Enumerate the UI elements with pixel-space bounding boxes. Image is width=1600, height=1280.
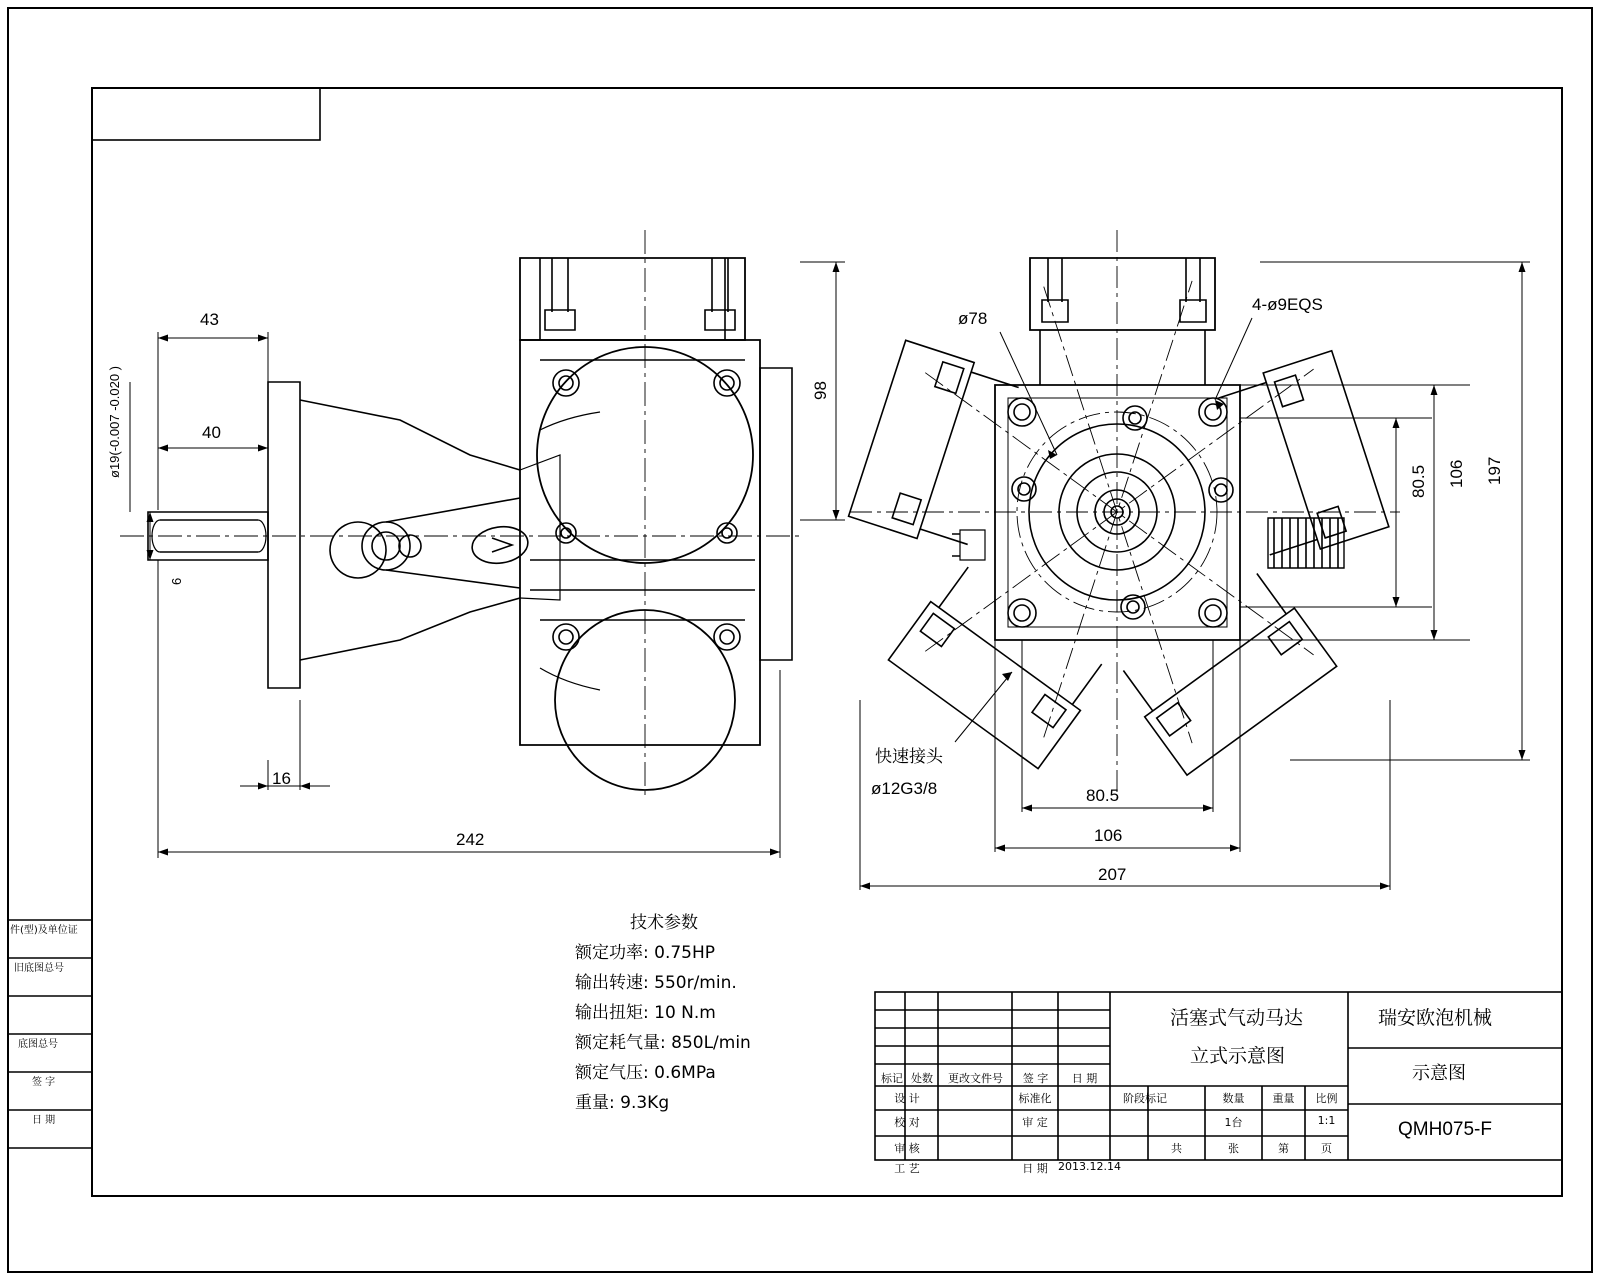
sheet-current-label: 第 (1278, 1142, 1289, 1155)
spec-block (575, 908, 751, 1118)
stage-value-scale: 1:1 (1317, 1114, 1336, 1127)
stage-value-qty: 1台 (1224, 1116, 1243, 1129)
role-check: 校 对 (894, 1116, 920, 1129)
dim-207: 207 (1098, 865, 1127, 884)
role-review: 审 核 (894, 1142, 920, 1155)
rev-header-biaoji: 标记 (881, 1072, 903, 1085)
sheet-total-unit: 张 (1228, 1142, 1239, 1155)
spec-row-pressure: 额定气压: 0.6MPa (575, 1063, 716, 1083)
dim-98: 98 (811, 381, 830, 400)
dim-805-horizontal: 80.5 (1086, 786, 1120, 805)
margin-row-3: 签 字 (32, 1077, 56, 1088)
margin-row-4: 日 期 (32, 1115, 56, 1126)
spec-row-speed: 输出转速: 550r/min. (575, 973, 737, 993)
front-view-geometry (849, 258, 1389, 775)
top-left-box (92, 88, 320, 140)
dim-6: 6 (169, 577, 184, 585)
sheet-current-unit: 页 (1321, 1142, 1332, 1155)
drawing-title-line2: 立式示意图 (1190, 1045, 1286, 1067)
note-quick-coupling-line1: 快速接头 (875, 747, 943, 767)
dim-805-vertical: 80.5 (1409, 464, 1428, 498)
drawing-title-line1: 活塞式气动马达 (1170, 1007, 1304, 1029)
role-process: 工 艺 (894, 1162, 920, 1175)
std-approve: 审 定 (1022, 1116, 1048, 1129)
dim-40: 40 (202, 423, 221, 442)
role-design: 设 计 (894, 1092, 920, 1105)
stage-header-qty: 数量 (1222, 1092, 1245, 1105)
side-view-arrowheads (147, 262, 840, 856)
spec-row-air-consumption: 额定耗气量: 850L/min (575, 1033, 751, 1053)
margin-row-1: 旧底图总号 (14, 963, 64, 974)
dim-16: 16 (272, 769, 291, 788)
process-date-label: 日 期 (1022, 1162, 1048, 1175)
spec-row-torque: 输出扭矩: 10 N.m (575, 1003, 716, 1023)
note-quick-coupling-line2: ø12G3/8 (871, 779, 938, 798)
left-margin-block (8, 920, 92, 1148)
process-date-value: 2013.12.14 (1058, 1160, 1121, 1173)
margin-row-0: 件(型)及单位证 (10, 925, 78, 936)
document-type: 示意图 (1412, 1063, 1466, 1084)
stage-header-mark: 阶段标记 (1123, 1092, 1167, 1105)
front-view-arrowheads (860, 262, 1526, 890)
spec-row-weight: 重量: 9.3Kg (575, 1093, 670, 1113)
dim-shaft-diameter: ø19(-0.007 -0.020 ) (107, 365, 122, 478)
rev-header-chushu: 处数 (911, 1072, 933, 1085)
stage-header-weight: 重量 (1272, 1092, 1295, 1105)
rev-header-date: 日 期 (1071, 1072, 1098, 1085)
dim-43: 43 (200, 310, 219, 329)
company-name: 瑞安欧泡机械 (1378, 1007, 1493, 1029)
spec-header: 技术参数 (630, 913, 698, 933)
sheet-total-label: 共 (1171, 1142, 1182, 1155)
part-number: QMH075-F (1398, 1119, 1492, 1140)
margin-row-2: 底图总号 (18, 1039, 58, 1050)
front-view-dimension-lines (860, 262, 1530, 890)
stage-header-scale: 比例 (1315, 1092, 1338, 1105)
dim-106-vertical: 106 (1447, 459, 1466, 488)
side-view-centerlines (120, 230, 800, 800)
dim-197: 197 (1485, 456, 1504, 485)
rev-header-change-doc: 更改文件号 (948, 1072, 1003, 1085)
dim-bolt-circle-78: ø78 (958, 309, 988, 328)
dim-4-hole-9-eqs: 4-ø9EQS (1252, 295, 1323, 314)
spec-row-power: 额定功率: 0.75HP (575, 943, 716, 963)
dim-242: 242 (456, 830, 485, 849)
rev-header-signature: 签 字 (1022, 1072, 1049, 1085)
std-standardize: 标准化 (1018, 1092, 1052, 1105)
dim-106-horizontal: 106 (1094, 826, 1123, 845)
